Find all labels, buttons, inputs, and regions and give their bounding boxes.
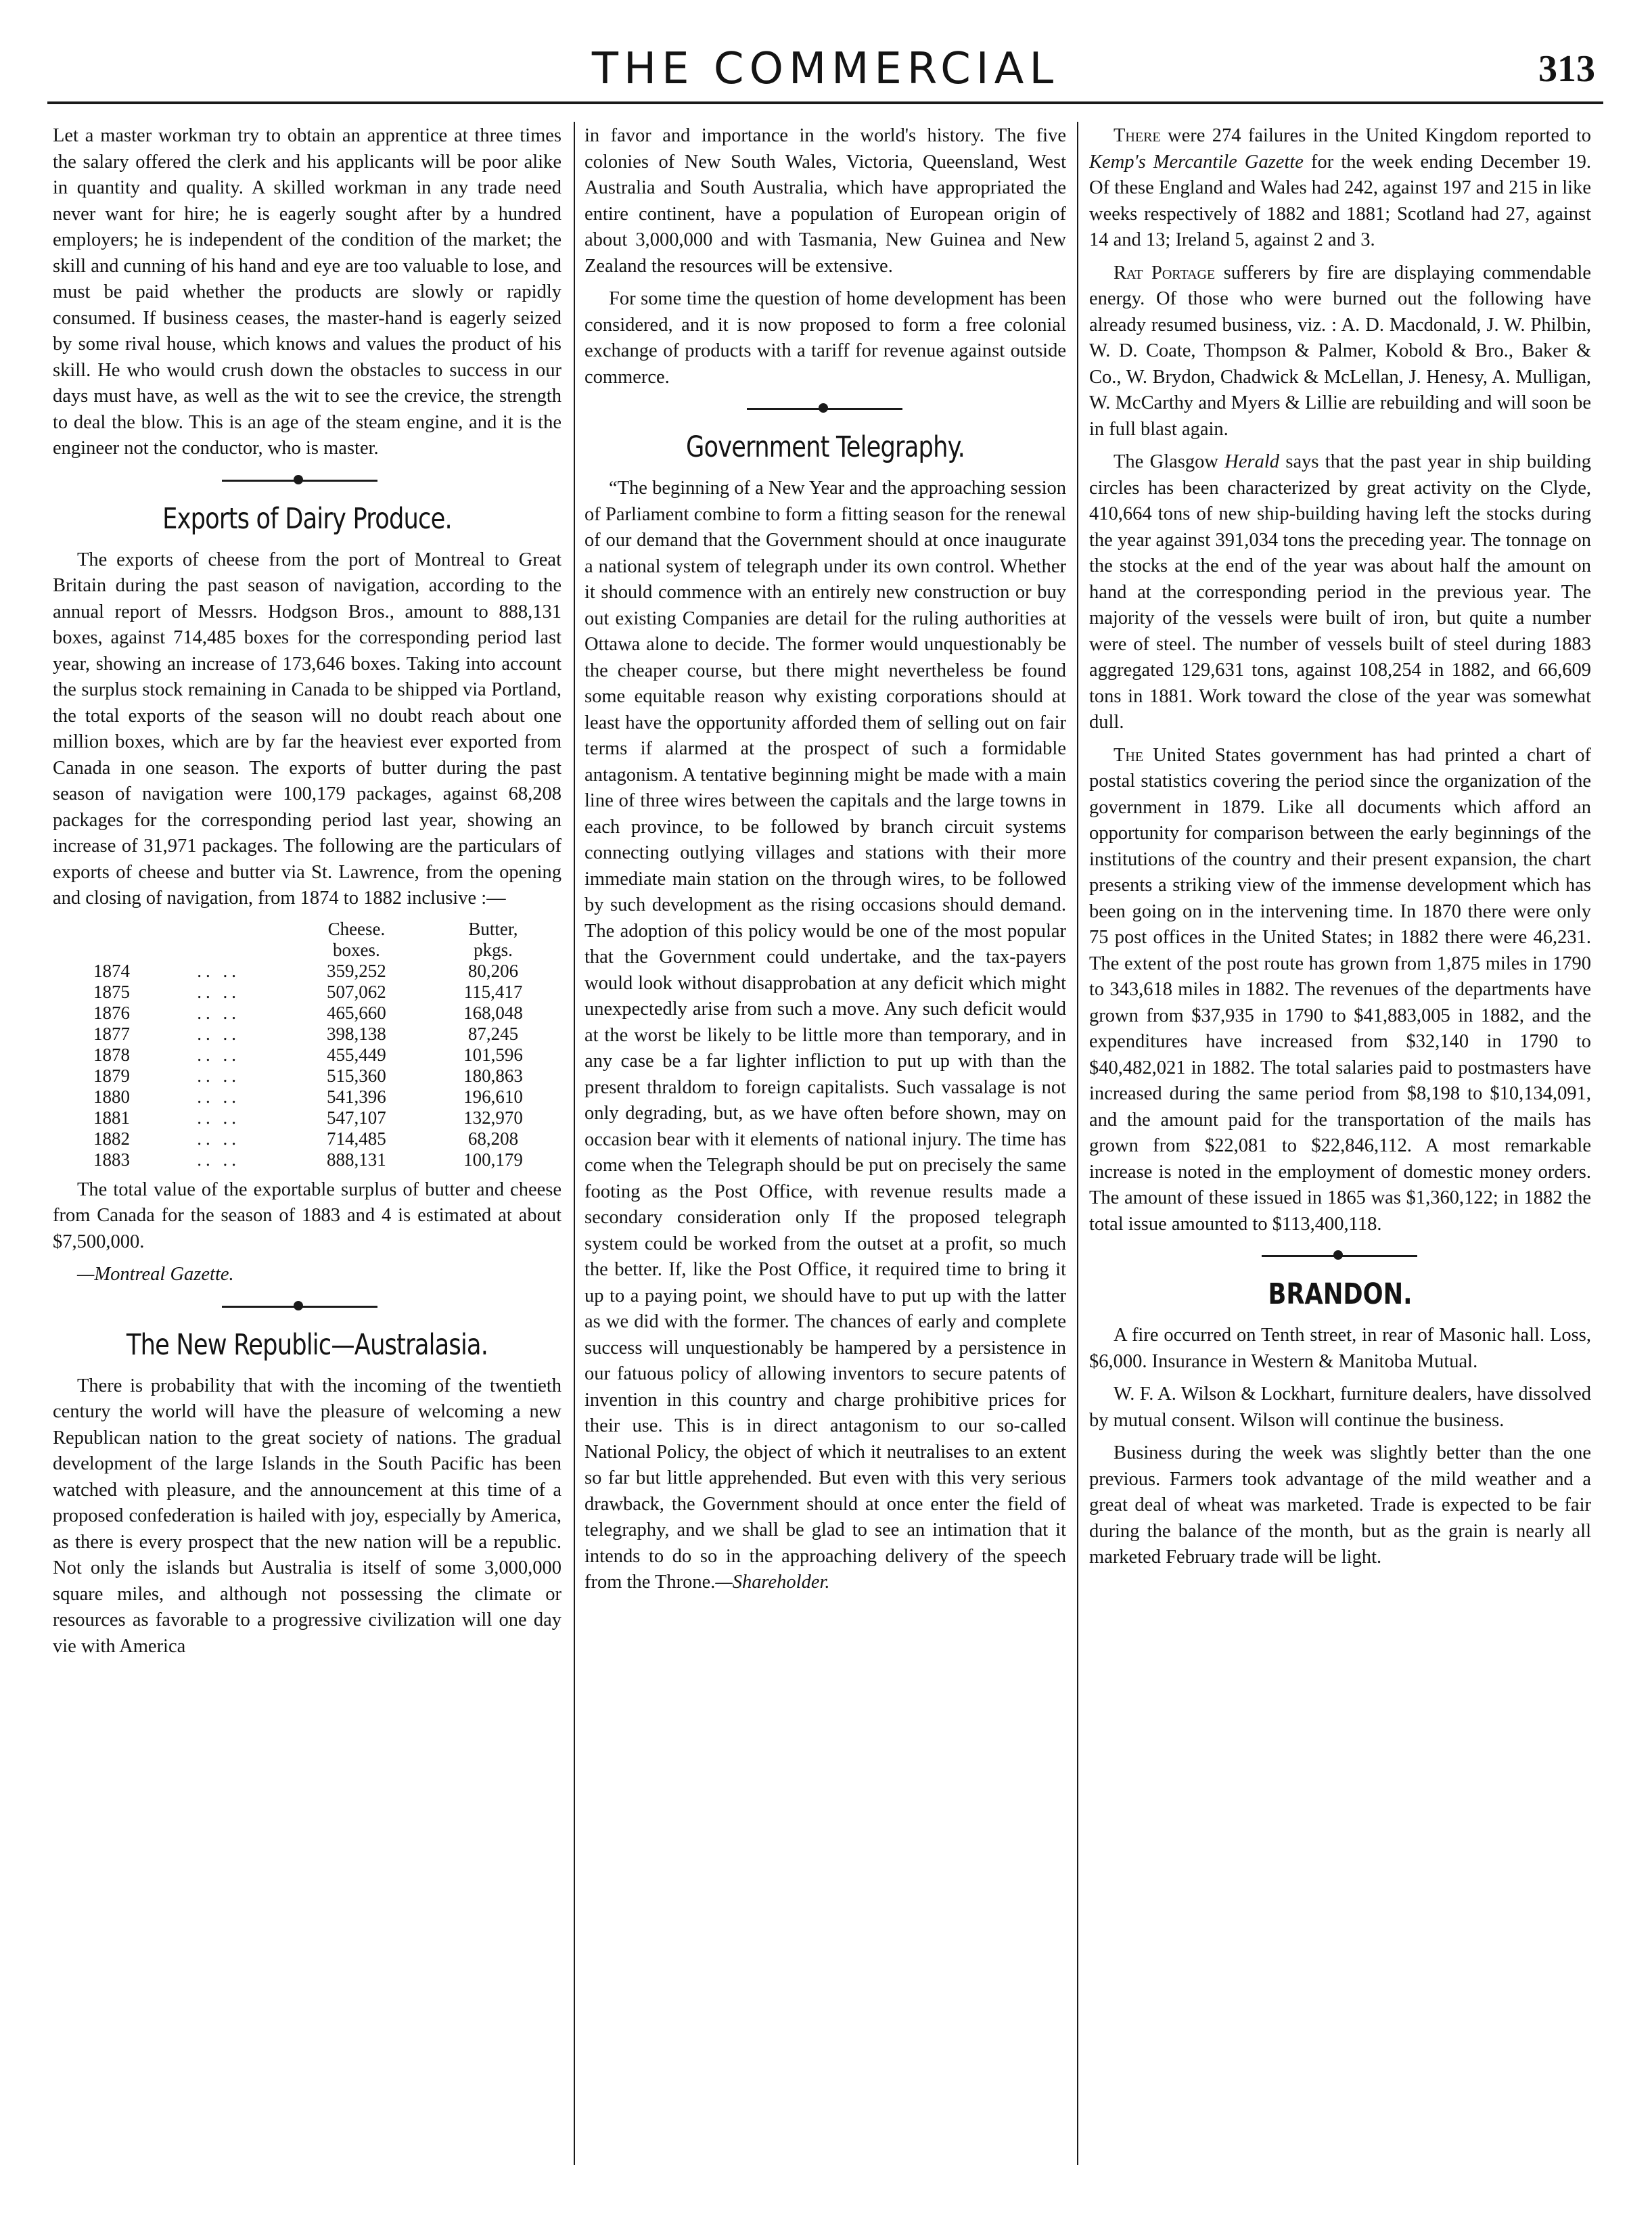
publication-title: THE COMMERCIAL xyxy=(591,44,1059,94)
leader-dots: .. .. xyxy=(197,981,240,1002)
table-row xyxy=(53,961,561,982)
leader-dots: .. .. xyxy=(197,1086,240,1107)
failures-text-end: for the week ending December 19. Of these England and Wales had 242, against 197 and 215 in like weeks respectively of 1882 and 1881; Scotland had 27, against 14 and 13; Ireland 5, against 2 and 3. xyxy=(1089,151,1591,250)
butter-value: 115,417 xyxy=(463,981,523,1002)
cheese-unit: boxes. xyxy=(333,939,380,960)
butter-header: Butter, xyxy=(468,918,518,939)
herald-name: Herald xyxy=(1224,451,1280,472)
table-header-row xyxy=(53,919,561,940)
year-cell: 1876 xyxy=(93,1002,130,1023)
table-row xyxy=(53,1066,561,1087)
column-2 xyxy=(584,123,1066,2160)
dairy-table-body xyxy=(53,961,561,1170)
table-row xyxy=(53,1149,561,1170)
table-row xyxy=(53,1045,561,1066)
telegraphy-paragraph xyxy=(584,476,1066,1596)
year-cell: 1877 xyxy=(93,1023,130,1044)
column-rule-1 xyxy=(574,122,575,2165)
glasgow-lead: The Glasgow xyxy=(1114,451,1225,472)
table-row xyxy=(53,1003,561,1024)
masthead-rule xyxy=(47,101,1603,104)
butter-value: 80,206 xyxy=(467,960,519,981)
workman-paragraph: Let a master workman try to obtain an apprentice at three times the salary offered the clerk and his applicants will be poor alike in quantity and quality. A skilled workman in any trade need never want for hire; he is eagerly sought after by a hundred employers; he is independent of the condition of the market; the skill and cunning of his hand and eye are too valuable to lose, and must be paid whether the products are slowly or rapidly consumed. If business ceases, the master-hand is eagerly seized by some rival house, which knows and values the product of his skill. He who would crush down the obstacles to success in our days must have, as well as the wit to see the crevice, the strength to deal the blow. This is an age of the steam engine, and it is the engineer not the conductor, who is master. xyxy=(53,125,561,459)
leader-dots: .. .. xyxy=(197,1044,240,1065)
year-cell: 1874 xyxy=(93,960,130,981)
section-divider xyxy=(53,472,561,489)
cheese-value: 398,138 xyxy=(327,1023,386,1044)
brandon-fire-paragraph: A fire occurred on Tenth street, in rear of Masonic hall. Loss, $6,000. Insurance in Western & Manitoba Mutual. xyxy=(1089,1325,1591,1372)
butter-value: 168,048 xyxy=(463,1002,523,1023)
failures-text: were 274 failures in the United Kingdom reported to xyxy=(1160,125,1591,146)
table-row xyxy=(53,1024,561,1045)
leader-dots: .. .. xyxy=(197,1065,240,1086)
glasgow-paragraph xyxy=(1089,449,1591,736)
butter-unit: pkgs. xyxy=(474,939,513,960)
leader-dots: .. .. xyxy=(197,960,240,981)
table-row xyxy=(53,1128,561,1149)
butter-value: 101,596 xyxy=(463,1044,523,1065)
cheese-value: 547,107 xyxy=(327,1107,386,1128)
glasgow-text: says that the past year in ship building circles has been characterized by great activity on the Clyde, 410,664 tons of new ship-building having left the stocks during the year against 391,034 tons the preceding year. The tonnage on the stocks at the end of the year was about half the amount on hand at the corresponding period in the previous year. The majority of the vessels were built of iron, but quite a number were of steel. The number of vessels built of steel during 1883 aggregated 129,631 tons, against 108,254 in 1882, and 66,609 tons in 1881. Work toward the close of the year was somewhat dull. xyxy=(1089,451,1591,733)
telegraphy-source: —Shareholder. xyxy=(715,1572,830,1593)
cheese-value: 455,449 xyxy=(327,1044,386,1065)
section-divider xyxy=(584,400,1066,417)
year-cell: 1878 xyxy=(93,1044,130,1065)
republic-exchange-paragraph: For some time the question of home development has been considered, and it is now proposed to form a free colonial exchange of products with a tariff for revenue against outside commerce. xyxy=(584,288,1066,388)
year-cell: 1881 xyxy=(93,1107,130,1128)
section-divider xyxy=(53,1298,561,1315)
republic-heading: The New Republic—Australasia. xyxy=(126,1327,488,1362)
table-row xyxy=(53,1087,561,1107)
masthead xyxy=(47,42,1603,96)
republic-continued-paragraph: in favor and importance in the world's history. The five colonies of New South Wales, Victoria, Queensland, West Australia and South Australia, which have appropriated the entire continent, have a population of European origin of about 3,000,000 and with Tasmania, New Guinea and New Zealand the resources will be extensive. xyxy=(584,125,1066,277)
rat-portage-text: sufferers by fire are displaying commendable energy. Of those who were burned out the following have already resumed business, viz. : A. D. Macdonald, J. W. Philbin, W. D. Coate, Thompson & Palmer, Kobold & Bro., Baker & Co., W. Brydon, Chadwick & McLellan, J. Henesy, A. Mulligan, W. McCarthy and Myers & Lillie are rebuilding and will soon be in full blast again. xyxy=(1089,262,1591,440)
column-1 xyxy=(53,123,561,2160)
leader-dots: .. .. xyxy=(197,1023,240,1044)
rat-portage-lead: Rat Portage xyxy=(1114,262,1216,283)
postal-text: United States government has had printed a chart of postal statistics covering the period since the organization of the government in 1879. Like all documents which afford an opportunity for comparison between the early beginnings of the institutions of the country and their present expansion, the chart presents a striking view of the immense development which has been going on in the intervening time. In 1870 there were only 75 post offices in the United States; in 1882 there were 46,231. The extent of the post route has grown from 1,875 miles in 1790 to 343,618 miles in 1882. The revenues of the departments have grown from $37,935 in 1790 to $41,883,005 in 1882, and the expenditures have increased from $32,140 in 1790 to $40,482,021 in 1882. The total salaries paid to postmasters have increased during the same period from $8,198 to $10,134,091, and the amount paid for the transportation of the mails has grown from $22,081 to $22,846,112. A most remarkable increase is noted in the employment of domestic money orders. The amount of these issued in 1865 was $1,360,122; in 1882 the total issue amounted to $113,400,118. xyxy=(1089,744,1591,1235)
dairy-source: —Montreal Gazette. xyxy=(77,1264,234,1285)
leader-dots: .. .. xyxy=(197,1002,240,1023)
leader-dots: .. .. xyxy=(197,1107,240,1128)
telegraphy-text: “The beginning of a New Year and the approaching session of Parliament combine to form a fitting season for the renewal of our demand that the Government should at once inaugurate a national system of telegraph under its own control. Whether it should commence with an entirely new construction or buy out existing Companies are detail for the ruling authorities at Ottawa alone to decide. The former would unquestionably be the cheaper course, but there might nevertheless be found some equitable reason why existing corporations should at least have the opportunity afforded them of selling out on fair terms if alarmed at the prospect of such a formidable antagonism. A tentative beginning might be made with a main line of three wires between the capitals and the large towns in each province, to be followed by branch circuit systems connecting outlying villages and stations with their more immediate main station on the through wires, to be followed by such development as the rising occasions should demand. The adoption of this policy would be one of the most popular that the Government could undertake, and the tax-payers would look without disapprobation at any deficit which might unexpectedly arise from such a move. Any such deficit would at the worst be likely to be little more than temporary, and in any case be a far lighter infliction to put up with than the present thraldom to foreign capitalists. Such vassalage is not only degrading, but, as we have often before shown, may on occasion bear with it elements of national injury. The time has come when the Telegraph should be put on precisely the same footing as the Post Office, with revenue results made a secondary consideration only If the proposed telegraph system could be worked from the outset at a profit, so much the better. If, like the Post Office, it required time to bring it up to a paying point, we should have to put up with the latter as we did with the former. The chances of early and complete success will unquestionably be hampered by a persistence in our fatuous policy of allowing inventors to secure patents of invention in this country and charge prohibitive prices for their use. This is in direct antagonism to our so-called National Policy, the object of which it neutralises to an extent so far but little apprehended. But even with this very serious drawback, the Government should at once enter the field of telegraphy, and we shall be glad to see an intimation that it intends to do so in the approaching delivery of the speech from the Throne. xyxy=(584,478,1066,1593)
cheese-value: 515,360 xyxy=(327,1065,386,1086)
section-divider xyxy=(1089,1247,1591,1264)
butter-value: 100,179 xyxy=(463,1149,523,1170)
butter-value: 87,245 xyxy=(467,1023,519,1044)
table-unit-row xyxy=(53,940,561,961)
year-cell: 1880 xyxy=(93,1086,130,1107)
dairy-heading: Exports of Dairy Produce. xyxy=(162,501,452,536)
leader-dots: .. .. xyxy=(197,1128,240,1149)
butter-value: 180,863 xyxy=(463,1065,523,1086)
dairy-paragraph: The exports of cheese from the port of Montreal to Great Britain during the past season of navigation, according to the annual report of Messrs. Hodgson Bros., amount to 888,131 boxes, against 714,485 boxes for the corresponding period last year, showing an increase of 173,646 boxes. Taking into account the surplus stock remaining in Canada to be shipped via Portland, the total exports of the season will no doubt reach about one million boxes, which are by far the heaviest ever exported from Canada in one season. The exports of butter during the past season of navigation were 100,179 packages, against 68,208 packages for the corresponding period last year, showing an increase of 31,971 packages. The following are the particulars of exports of cheese and butter via St. Lawrence, from the opening and closing of navigation, from 1874 to 1882 inclusive :— xyxy=(53,549,561,909)
brandon-dissolution-paragraph: W. F. A. Wilson & Lockhart, furniture dealers, have dissolved by mutual consent. Wilson will continue the business. xyxy=(1089,1384,1591,1431)
brandon-business-paragraph: Business during the week was slightly better than the one previous. Farmers took advantage of the mild weather and a great deal of wheat was marketed. Trade is expected to be fair during the balance of the month, but as the grain is nearly all marketed February trade will be light. xyxy=(1089,1442,1591,1568)
year-cell: 1879 xyxy=(93,1065,130,1086)
dairy-total-paragraph: The total value of the exportable surplus of butter and cheese from Canada for the season of 1883 and 4 is estimated at about $7,500,000. xyxy=(53,1179,561,1252)
cheese-value: 465,660 xyxy=(327,1002,386,1023)
postal-lead: The xyxy=(1114,744,1144,766)
table-row xyxy=(53,1107,561,1128)
cheese-value: 888,131 xyxy=(327,1149,386,1170)
telegraphy-heading: Government Telegraphy. xyxy=(685,430,965,464)
butter-value: 196,610 xyxy=(463,1086,523,1107)
year-cell: 1882 xyxy=(93,1128,130,1149)
republic-paragraph: There is probability that with the incoming of the twentieth century the world will have the pleasure of welcoming a new Republican nation to the great society of nations. The gradual development of the large Islands in the South Pacific has been watched with pleasure, and the announcement at this time of a proposed confederation is hailed with joy, especially by America, as there is every prospect that the new nation will be a republic. Not only the islands but Australia is itself of some 3,000,000 square miles, and although not possessing the climate or resources as favorable to a progressive civilization will one day vie with America xyxy=(53,1375,561,1657)
column-rule-2 xyxy=(1077,122,1078,2165)
year-cell: 1875 xyxy=(93,981,130,1002)
postal-paragraph xyxy=(1089,743,1591,1238)
cheese-header: Cheese. xyxy=(327,918,386,939)
butter-value: 132,970 xyxy=(463,1107,523,1128)
page-number: 313 xyxy=(1538,48,1595,90)
brandon-heading: BRANDON. xyxy=(1268,1277,1413,1311)
cheese-value: 359,252 xyxy=(327,960,386,981)
gazette-name: Kemp's Mercantile Gazette xyxy=(1089,151,1304,173)
column-3 xyxy=(1089,123,1591,2160)
cheese-value: 541,396 xyxy=(327,1086,386,1107)
dairy-exports-table xyxy=(53,919,561,1170)
failures-lead: There xyxy=(1114,125,1161,146)
failures-paragraph xyxy=(1089,123,1591,254)
cheese-value: 507,062 xyxy=(327,981,386,1002)
cheese-value: 714,485 xyxy=(327,1128,386,1149)
year-cell: 1883 xyxy=(93,1149,130,1170)
table-row xyxy=(53,982,561,1003)
butter-value: 68,208 xyxy=(467,1128,519,1149)
rat-portage-paragraph xyxy=(1089,260,1591,443)
leader-dots: .. .. xyxy=(197,1149,240,1170)
